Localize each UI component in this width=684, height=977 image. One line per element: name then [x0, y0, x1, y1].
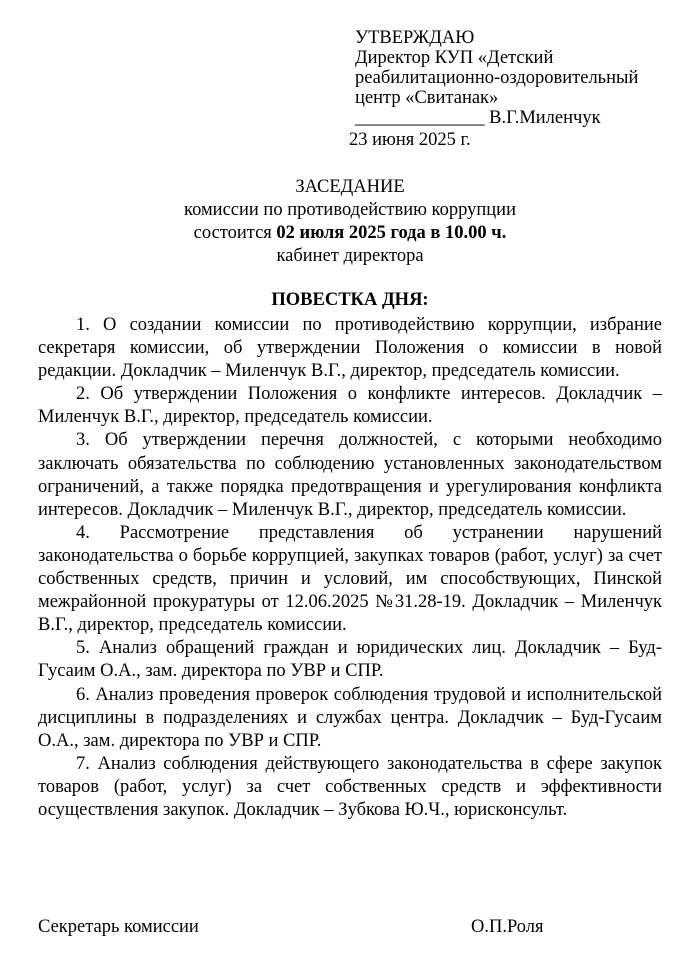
- secretary-name: О.П.Роля: [471, 917, 544, 937]
- meeting-time-prefix: состоится: [193, 223, 277, 243]
- agenda-item: 2. Об утверждении Положения о конфликте интересов. Докладчик – Миленчук В.Г., директор, председатель комиссии.: [38, 384, 662, 428]
- approval-position-line-1: Директор КУП «Детский: [355, 48, 554, 68]
- meeting-time-value: 02 июля 2025 года в 10.00 ч.: [276, 223, 507, 243]
- secretary-role: Секретарь комиссии: [38, 917, 199, 937]
- meeting-subtitle: комиссии по противодействию коррупции: [184, 200, 516, 220]
- agenda-item: 6. Анализ проведения проверок соблюдения трудовой и исполнительской дисциплины в подразделениях и службах центра. Докладчик – Буд-Гусаим О.А., зам. директора по УВР и СПР.: [38, 684, 662, 751]
- approval-signatory: В.Г.Миленчук: [489, 108, 601, 128]
- approval-position-line-3: центр «Свитанак»: [355, 88, 499, 108]
- agenda-list: [38, 314, 662, 822]
- approval-date: 23 июня 2025 г.: [349, 130, 471, 150]
- agenda-item: 3. Об утверждении перечня должностей, с которыми необходимо заключать обязательства по соблюдению установленных законодательством ограничений, а также порядка предотвращения и урегулирования конфликта интересов. Докладчик – Миленчук В.Г., директор, председатель комиссии.: [38, 430, 662, 520]
- signature-blank: ______________: [355, 108, 485, 128]
- agenda-item: 4. Рассмотрение представления об устранении нарушений законодательства о борьбе коррупцией, закупках товаров (работ, услуг) за счет собственных средств, причин и условий, им способствующих, Пинской межрайонной прокуратуры от 12.06.2025 №31.28-19. Докладчик – Миленчук В.Г., директор, председатель комиссии.: [38, 522, 662, 636]
- agenda-item: 7. Анализ соблюдения действующего законодательства в сфере закупок товаров (работ, услуг) за счет собственных средств и эффективности осуществления закупок. Докладчик – Зубкова Ю.Ч., юрисконсульт.: [38, 753, 662, 820]
- agenda-title: ПОВЕСТКА ДНЯ:: [271, 290, 429, 310]
- meeting-time: [38, 222, 662, 245]
- meeting-location: кабинет директора: [276, 246, 424, 266]
- approval-block: [349, 28, 675, 150]
- approval-position-line-2: реабилитационно-оздоровительный: [355, 68, 639, 88]
- approval-word: УТВЕРЖДАЮ: [355, 28, 475, 48]
- meeting-title: ЗАСЕДАНИЕ: [295, 177, 405, 197]
- agenda-item: 5. Анализ обращений граждан и юридических лиц. Докладчик – Буд-Гусаим О.А., зам. директора по УВР и СПР.: [38, 638, 662, 682]
- agenda-item: 1. О создании комиссии по противодействию коррупции, избрание секретаря комиссии, об утверждении Положения о комиссии в новой редакции. Докладчик – Миленчук В.Г., директор, председатель комиссии.: [38, 315, 662, 382]
- meeting-header: [38, 176, 662, 268]
- approval-signature-line: [355, 108, 675, 128]
